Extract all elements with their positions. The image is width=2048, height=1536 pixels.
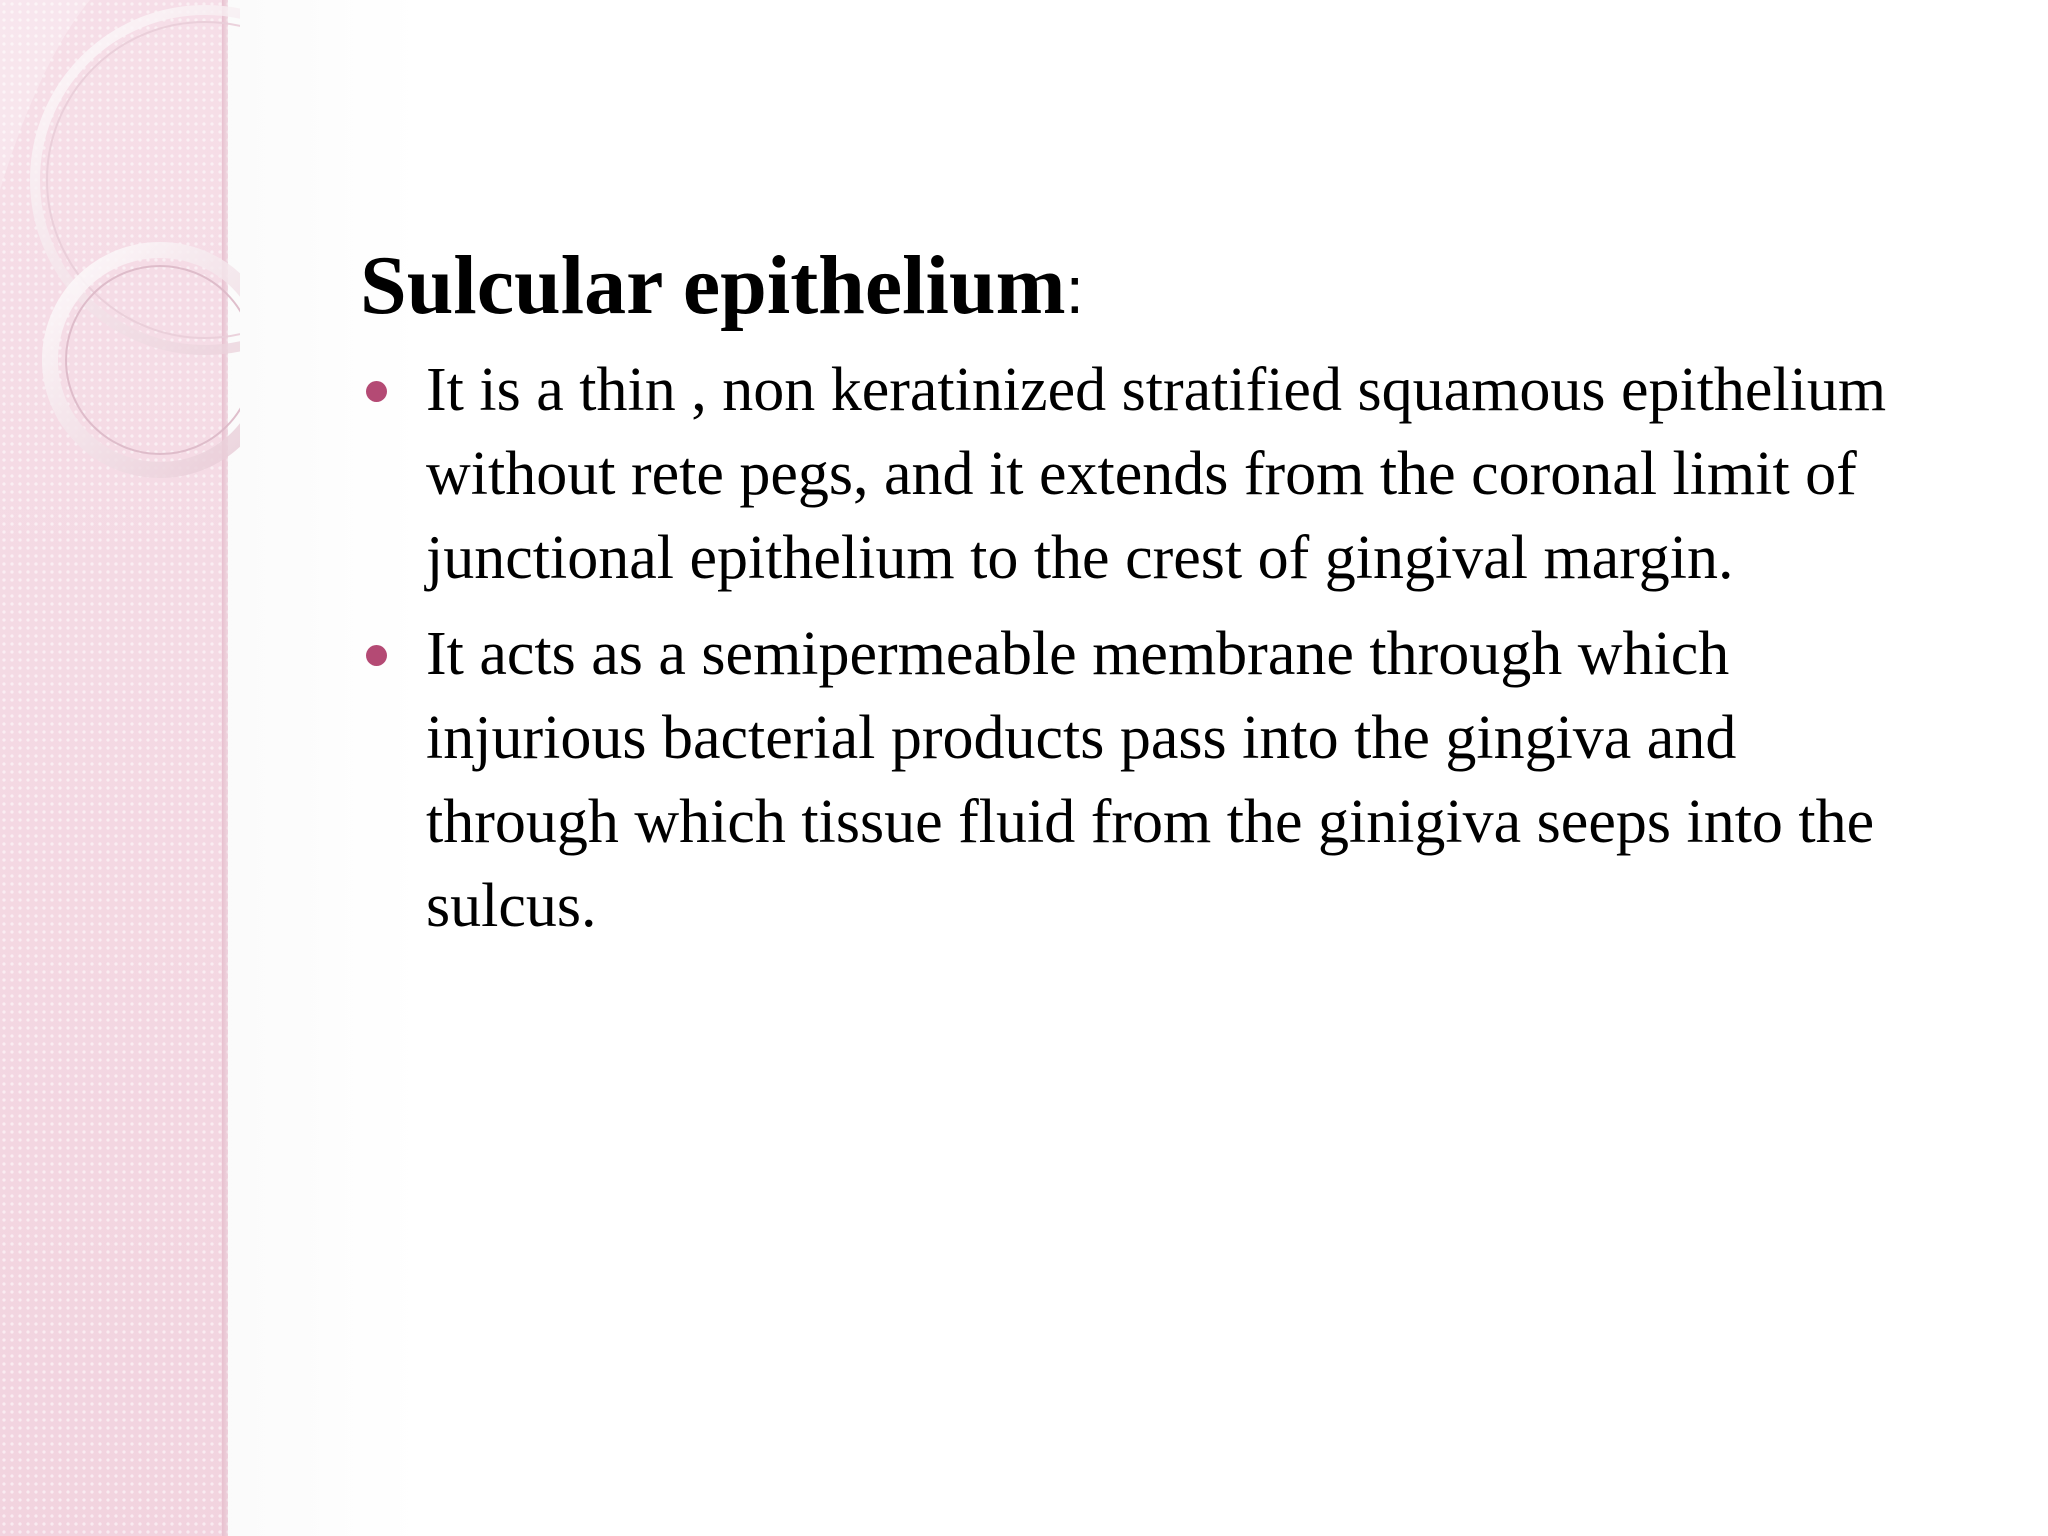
slide-content	[360, 232, 1940, 960]
round-bullet-icon	[366, 645, 387, 666]
bullet-item	[360, 348, 1940, 600]
slide-title-text: Sulcular epithelium	[360, 239, 1066, 332]
bullet-item	[360, 612, 1940, 948]
slide-title	[360, 232, 1940, 344]
bullet-text: It is a thin , non keratinized stratified squamous epithelium without rete pegs, and it extends from the coronal limit of junctional epithelium to the crest of gingival margin.	[426, 356, 1887, 592]
round-bullet-icon	[366, 381, 387, 402]
bullet-text: It acts as a semipermeable membrane through which injurious bacterial products pass into the gingiva and through which tissue fluid from the ginigiva seeps into the sulcus.	[426, 620, 1875, 940]
slide-title-colon: :	[1065, 253, 1084, 327]
ring-ornament	[0, 0, 240, 520]
bullet-list	[360, 348, 1940, 948]
